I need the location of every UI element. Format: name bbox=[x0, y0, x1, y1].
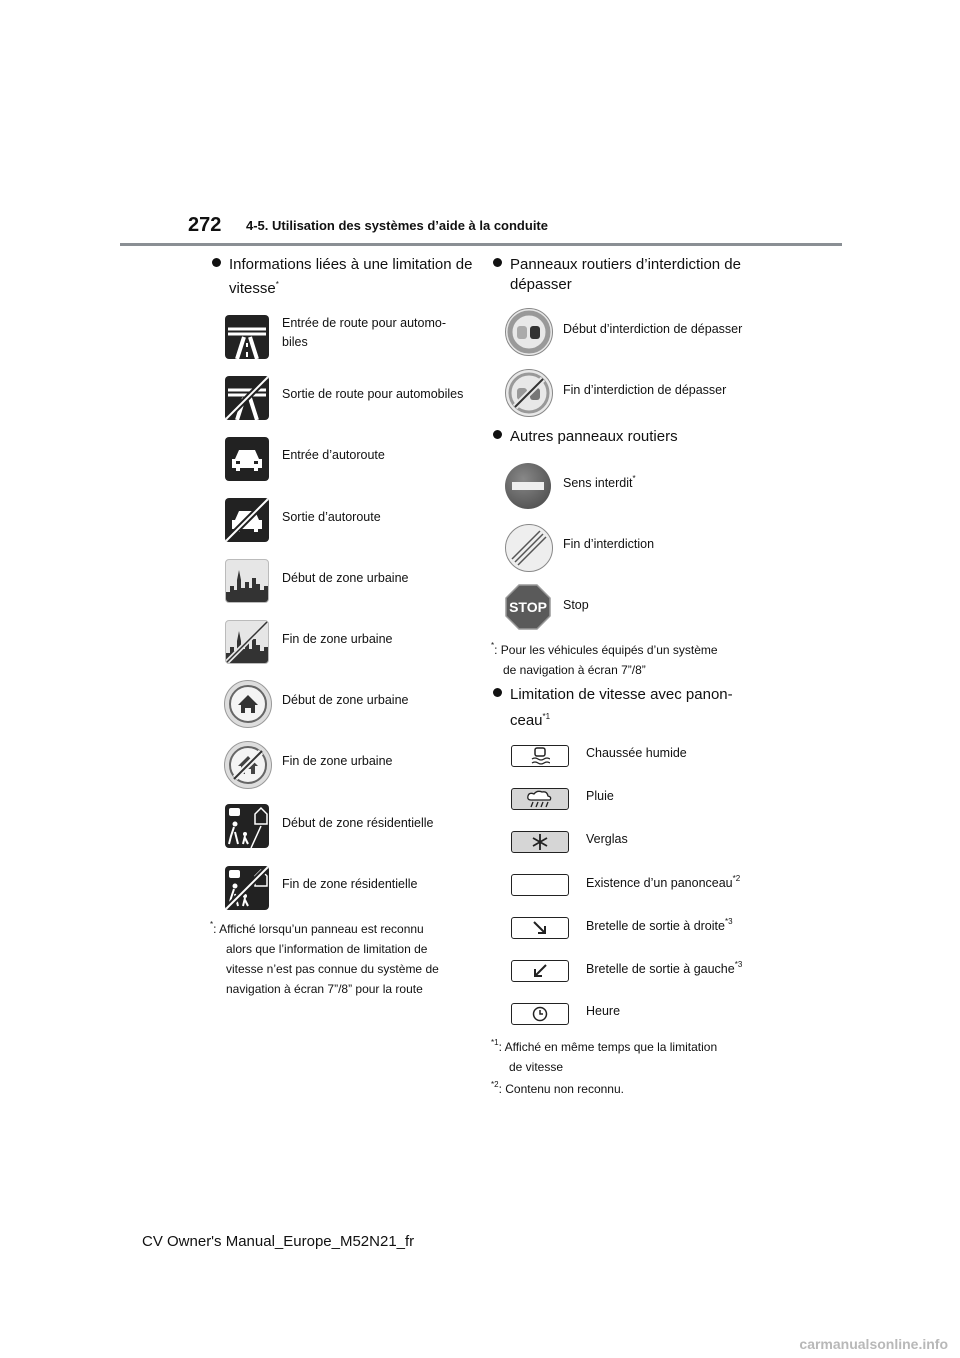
no-overtaking-end-icon bbox=[505, 369, 553, 417]
sign-label: Sortie de route pour automobiles bbox=[282, 387, 464, 401]
city-skyline-icon bbox=[225, 559, 269, 603]
bullet-icon bbox=[493, 258, 502, 267]
page-number: 272 bbox=[188, 214, 222, 236]
bullet-icon bbox=[212, 258, 221, 267]
sign-label: Entrée d’autoroute bbox=[282, 448, 385, 462]
residential-zone-icon bbox=[225, 804, 269, 848]
section-heading-speed-info: Informations liées à une limitation de vitesse* bbox=[212, 255, 472, 299]
no-overtaking-icon bbox=[505, 308, 553, 356]
sign-label: Fin de zone résidentielle bbox=[282, 877, 418, 891]
sign-label: Fin de zone urbaine bbox=[282, 754, 393, 768]
motorway-entry-icon bbox=[225, 315, 269, 359]
panel-label: Chaussée humide bbox=[586, 746, 687, 760]
expressway-exit-icon bbox=[225, 498, 269, 542]
sign-label: Sortie d’autoroute bbox=[282, 510, 381, 524]
footnote-other-signs: *: Pour les véhicules équipés d’un système de navigation à écran 7”/8” bbox=[491, 641, 718, 677]
house-circle-end-icon bbox=[224, 741, 272, 789]
no-entry-icon bbox=[505, 463, 551, 509]
bullet-icon bbox=[493, 430, 502, 439]
svg-text:STOP: STOP bbox=[509, 599, 547, 615]
sign-label: Stop bbox=[563, 598, 589, 612]
header-rule bbox=[120, 243, 842, 246]
sign-label: Début de zone urbaine bbox=[282, 693, 409, 707]
city-skyline-end-icon bbox=[225, 620, 269, 664]
residential-zone-end-icon bbox=[225, 866, 269, 910]
sign-label: Début de zone résidentielle bbox=[282, 816, 434, 830]
bullet-icon bbox=[493, 688, 502, 697]
footnote-speed-info: *: Affiché lorsqu’un panneau est reconnu alors que l’information de limitation de vitesse n’est pas connue du système de navigation à écran 7”/8” pour la route bbox=[210, 920, 439, 996]
blank-panel-icon bbox=[511, 874, 569, 896]
clock-icon bbox=[511, 1003, 569, 1025]
sign-label: Sens interdit* bbox=[563, 474, 636, 490]
arrow-down-right-icon bbox=[511, 917, 569, 939]
sign-label: Début d’interdiction de dépasser bbox=[563, 322, 743, 336]
section-heading-panels: Limitation de vitesse avec panon- ceau$^{*1}$ bbox=[493, 685, 733, 731]
wet-road-icon bbox=[511, 745, 569, 767]
footer-text: CV Owner's Manual_Europe_M52N21_fr bbox=[142, 1233, 415, 1250]
sign-label: Fin d’interdiction de dépasser bbox=[563, 383, 727, 397]
sign-label: Fin de zone urbaine bbox=[282, 632, 393, 646]
expressway-entry-icon bbox=[225, 437, 269, 481]
panel-label: Verglas bbox=[586, 832, 628, 846]
section-heading-other-signs: Autres panneaux routiers bbox=[493, 427, 678, 447]
panel-label: Existence d’un panonceau$^{*2}$ bbox=[586, 874, 741, 890]
arrow-down-left-icon bbox=[511, 960, 569, 982]
end-of-restriction-icon bbox=[505, 524, 553, 572]
sign-label: Début de zone urbaine bbox=[282, 571, 409, 585]
stop-sign-icon bbox=[505, 584, 551, 630]
footnote-panels-2: $^{*2}$: Contenu non reconnu. bbox=[491, 1080, 624, 1096]
panel-label: Pluie bbox=[586, 789, 614, 803]
snowflake-icon bbox=[511, 831, 569, 853]
rain-cloud-icon bbox=[511, 788, 569, 810]
sign-label: Fin d’interdiction bbox=[563, 537, 655, 551]
house-circle-icon bbox=[224, 680, 272, 728]
panel-label: Heure bbox=[586, 1004, 621, 1018]
section-heading-overtaking: Panneaux routiers d’interdiction de dépasser bbox=[493, 255, 741, 295]
motorway-exit-icon bbox=[225, 376, 269, 420]
chapter-title: 4-5. Utilisation des systèmes d’aide à la conduite bbox=[246, 218, 548, 233]
panel-label: Bretelle de sortie à droite$^{*3}$ bbox=[586, 917, 733, 933]
footnote-panels-1: $^{*1}$: Affiché en même temps que la limitation de vitesse bbox=[491, 1038, 718, 1074]
sign-label: Entrée de route pour automo- biles bbox=[282, 316, 446, 349]
watermark: carmanualsonline.info bbox=[799, 1336, 948, 1352]
panel-label: Bretelle de sortie à gauche$^{*3}$ bbox=[586, 960, 743, 976]
